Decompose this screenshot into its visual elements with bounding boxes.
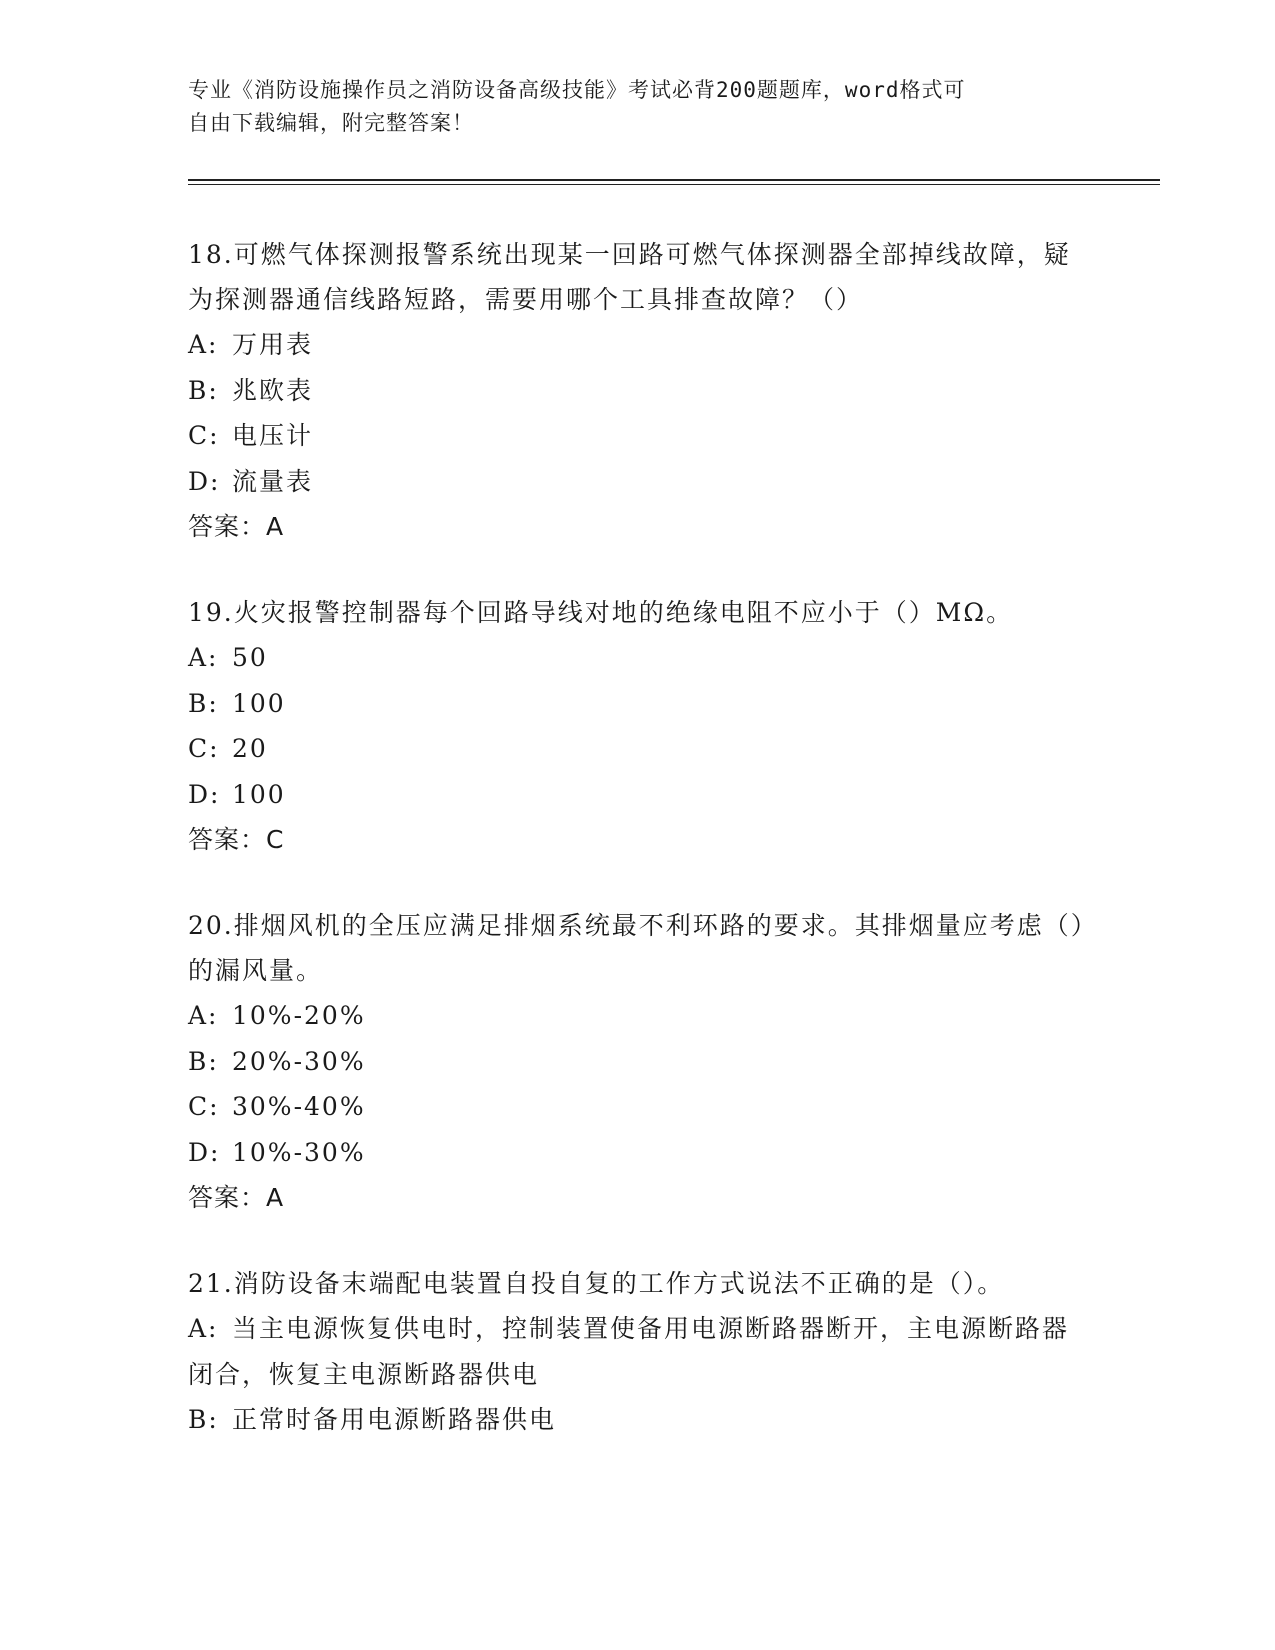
option-d (188, 459, 1088, 505)
option-b (188, 1039, 1088, 1085)
question-21 (188, 1261, 1088, 1443)
option-a (188, 1306, 1088, 1397)
option-letter: D: (188, 779, 221, 809)
option-letter: C: (188, 1092, 220, 1121)
option-letter: B: (188, 688, 219, 718)
option-b (188, 368, 1088, 414)
option-letter: B: (188, 1046, 219, 1076)
option-letter: A: (188, 1314, 219, 1343)
question-text: 20.排烟风机的全压应满足排烟系统最不利环路的要求。其排烟量应考虑（）的漏风量。 (188, 911, 1086, 985)
option-text: 30%-40% (232, 1092, 366, 1121)
option-b (188, 1397, 1088, 1443)
option-letter: C: (188, 421, 220, 450)
option-a (188, 993, 1088, 1039)
option-letter: C: (188, 734, 220, 763)
question-19 (188, 590, 1088, 863)
option-text: 20%-30% (232, 1046, 366, 1076)
option-text: 10%-30% (232, 1137, 366, 1167)
header-divider-thin (188, 184, 1160, 185)
question-text: 19.火灾报警控制器每个回路导线对地的绝缘电阻不应小于（）MΩ。 (188, 598, 1014, 627)
header-divider-thick (188, 179, 1160, 181)
option-letter: B: (188, 375, 219, 405)
option-d (188, 1130, 1088, 1176)
question-20 (188, 903, 1088, 1221)
option-b (188, 681, 1088, 727)
option-c (188, 413, 1088, 459)
option-text: 100 (232, 688, 286, 718)
question-list (188, 232, 1088, 1483)
option-a (188, 635, 1088, 681)
option-letter: A: (188, 330, 219, 359)
option-text: 100 (232, 779, 286, 809)
option-text: 流量表 (232, 466, 314, 496)
option-c (188, 1084, 1088, 1130)
header-line-1: 专业《消防设施操作员之消防设备高级技能》考试必背200题题库，word格式可 (188, 78, 966, 102)
answer: 答案：A (188, 512, 285, 541)
option-text: 万用表 (232, 330, 314, 359)
option-text: 20 (232, 734, 268, 763)
header-line-2: 自由下载编辑，附完整答案！ (188, 111, 474, 135)
question-text: 21.消防设备末端配电装置自投自复的工作方式说法不正确的是（）。 (188, 1269, 1005, 1298)
option-text: 10%-20% (232, 1001, 366, 1030)
option-letter: A: (188, 643, 219, 672)
option-text: 当主电源恢复供电时，控制装置使备用电源断路器断开，主电源断路器闭合，恢复主电源断路器供电 (188, 1314, 1070, 1389)
document-header (188, 74, 1088, 140)
option-text: 兆欧表 (232, 375, 314, 405)
option-letter: A: (188, 1001, 219, 1030)
question-18 (188, 232, 1088, 550)
answer: 答案：C (188, 825, 285, 854)
option-text: 50 (232, 643, 268, 672)
option-letter: D: (188, 466, 221, 496)
option-text: 电压计 (232, 421, 314, 450)
option-letter: D: (188, 1137, 221, 1167)
answer: 答案：A (188, 1183, 285, 1212)
option-a (188, 322, 1088, 368)
option-text: 正常时备用电源断路器供电 (232, 1405, 557, 1434)
question-text: 18.可燃气体探测报警系统出现某一回路可燃气体探测器全部掉线故障，疑为探测器通信线路短路，需要用哪个工具排查故障？（） (188, 240, 1071, 314)
option-c (188, 726, 1088, 772)
option-d (188, 772, 1088, 818)
option-letter: B: (188, 1405, 219, 1434)
